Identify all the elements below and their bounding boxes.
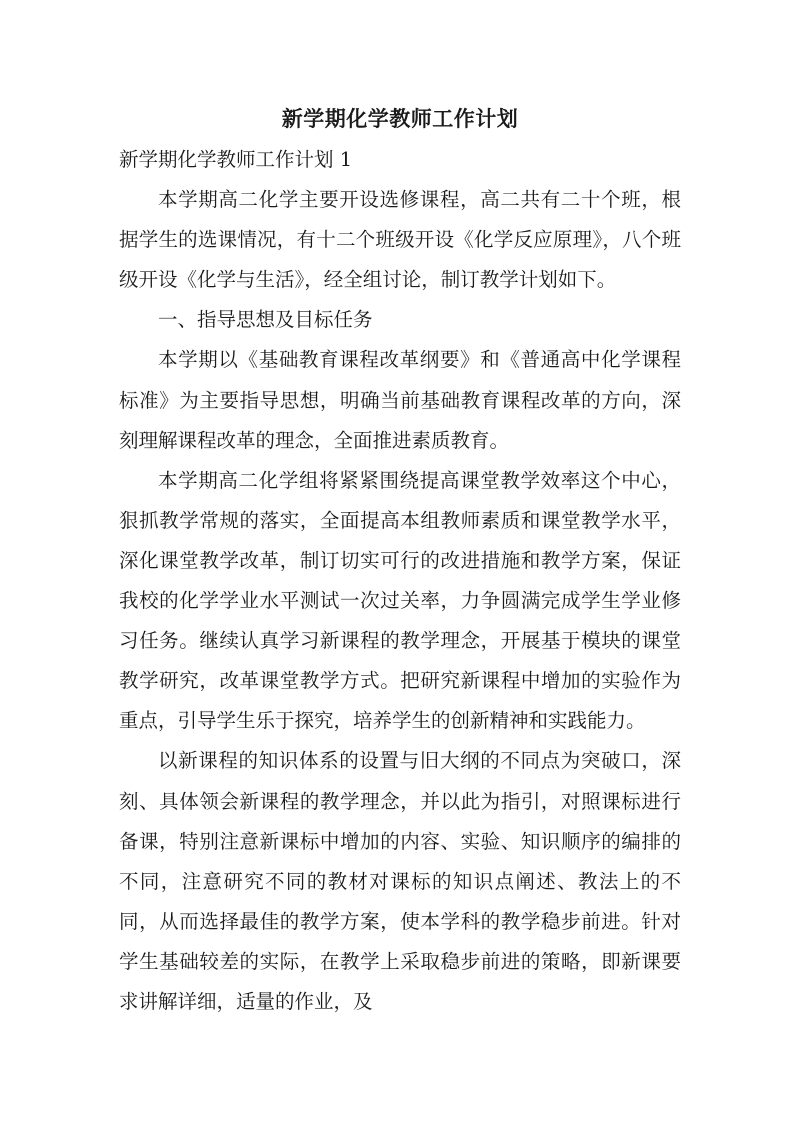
section-heading-guiding-ideas: 一、指导思想及目标任务 xyxy=(158,308,373,332)
document-body xyxy=(119,140,681,1022)
paragraph-intro: 本学期高二化学主要开设选修课程，高二共有二十个班，根据学生的选课情况，有十二个班级开设《化学反应原理》，八个班级开设《化学与生活》，经全组讨论，制订教学计划如下。 xyxy=(119,188,681,292)
section-heading: 新学期化学教师工作计划 1 xyxy=(119,148,353,171)
paragraph-group-goals: 本学期高二化学组将紧紧围绕提高课堂教学效率这个中心，狠抓教学常规的落实，全面提高本组教师素质和课堂教学水平，深化课堂教学改革，制订切实可行的改进措施和教学方案，保证我校的化学学业水平测试一次过关率，力争圆满完成学生学业修习任务。继续认真学习新课程的教学理念，开展基于模块的课堂教学研究，改革课堂教学方式。把研究新课程中增加的实验作为重点，引导学生乐于探究，培养学生的创新精神和实践能力。 xyxy=(119,468,681,733)
paragraph-guiding-ideas: 本学期以《基础教育课程改革纲要》和《普通高中化学课程标准》为主要指导思想，明确当前基础教育课程改革的方向，深刻理解课程改革的理念，全面推进素质教育。 xyxy=(119,348,681,452)
document-title: 新学期化学教师工作计划 xyxy=(281,106,519,131)
paragraph-new-curriculum: 以新课程的知识体系的设置与旧大纲的不同点为突破口，深刻、具体领会新课程的教学理念，并以此为指引，对照课标进行备课，特别注意新课标中增加的内容、实验、知识顺序的编排的不同，注意研究不同的教材对课标的知识点阐述、教法上的不同，从而选择最佳的教学方案，使本学科的教学稳步前进。针对学生基础较差的实际，在教学上采取稳步前进的策略，即新课要求讲解详细，适量的作业，及 xyxy=(119,749,681,1013)
